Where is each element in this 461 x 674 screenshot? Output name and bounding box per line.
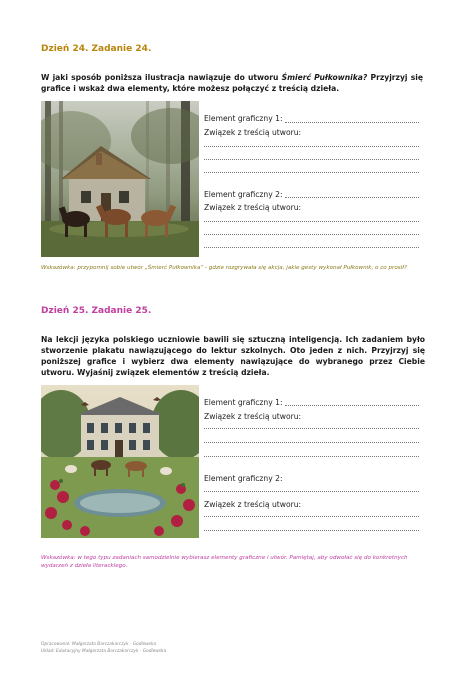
task24-element1-answer-line[interactable] bbox=[285, 122, 419, 123]
task25-relation2-line-1[interactable] bbox=[204, 516, 419, 517]
task24-heading: Dzień 24. Zadanie 24. bbox=[41, 44, 152, 54]
footer-line-1: Opracowanie: Małgorzata Barczakarczyk - Godlewska bbox=[41, 642, 157, 647]
footer bbox=[41, 641, 341, 655]
task24-element2-answer-line[interactable] bbox=[285, 197, 419, 198]
task25-heading: Dzień 25. Zadanie 25. bbox=[41, 306, 152, 316]
task25-hint: Wskazówka: w tego typu zadaniach samodzielnie wybierasz elementy graficzne i utwór. Pamiętaj, aby odwołać się do konkretnych wydarzeń z dzieła literackiego. bbox=[41, 555, 408, 569]
task24-relation2-label: Związek z treścią utworu: bbox=[204, 203, 302, 212]
task24-illustration-cottage-horses bbox=[41, 101, 199, 257]
task25-relation1-line-3[interactable] bbox=[204, 456, 419, 457]
task24-relation1-line-2[interactable] bbox=[204, 159, 419, 160]
task24-instruction-before: W jaki sposób poniższa ilustracja nawiązuje do utworu bbox=[41, 73, 282, 82]
task24-relation2-line-2[interactable] bbox=[204, 234, 419, 235]
task25-relation2-label: Związek z treścią utworu: bbox=[204, 500, 302, 509]
footer-line-2: Układ: Edukacyjny Małgorzata Barczakarczyk - Godlewska bbox=[41, 649, 167, 654]
task24-instruction-after: Przyjrzyj się grafice i wskaż dwa elementy, które możesz połączyć z treścią dzieła. bbox=[41, 73, 423, 93]
task24-relation1-label: Związek z treścią utworu: bbox=[204, 128, 302, 137]
task24-hint: Wskazówka: przypomnij sobie utwór „Śmierć Pułkownika” - gdzie rozgrywała się akcja, jakie gesty wykonał Pułkownik, o co prosił? bbox=[41, 265, 407, 271]
task25-relation1-line-2[interactable] bbox=[204, 442, 419, 443]
task24-relation1-line-1[interactable] bbox=[204, 146, 419, 147]
task24-instruction bbox=[41, 72, 423, 94]
task24-relation1-line-3[interactable] bbox=[204, 172, 419, 173]
task24-element1-label: Element graficzny 1: bbox=[204, 114, 283, 123]
task25-element2-answer-line[interactable] bbox=[204, 491, 419, 492]
task25-illustration-manor-garden bbox=[41, 385, 199, 538]
task25-relation1-line-1[interactable] bbox=[204, 428, 419, 429]
task24-element2-label: Element graficzny 2: bbox=[204, 190, 283, 199]
task25-element1-answer-line[interactable] bbox=[285, 405, 419, 406]
task24-relation2-line-3[interactable] bbox=[204, 247, 419, 248]
task25-relation1-label: Związek z treścią utworu: bbox=[204, 412, 302, 421]
task25-element2-label: Element graficzny 2: bbox=[204, 474, 283, 483]
task25-relation2-line-2[interactable] bbox=[204, 530, 419, 531]
task25-instruction: Na lekcji języka polskiego uczniowie bawili się sztuczną inteligencją. Ich zadaniem było stworzenie plakatu nawiązującego do lektur szkolnych. Oto jeden z nich. Przyjrzyj się poniższej grafice i wybierz dwa elementy nawiązujące do wybranego przez Ciebie utworu. Wyjaśnij związek elementów z treścią dzieła. bbox=[41, 335, 425, 377]
task25-element1-label: Element graficzny 1: bbox=[204, 398, 283, 407]
task24-instruction-title: Śmierć Pułkownika? bbox=[281, 73, 368, 82]
task24-relation2-line-1[interactable] bbox=[204, 221, 419, 222]
